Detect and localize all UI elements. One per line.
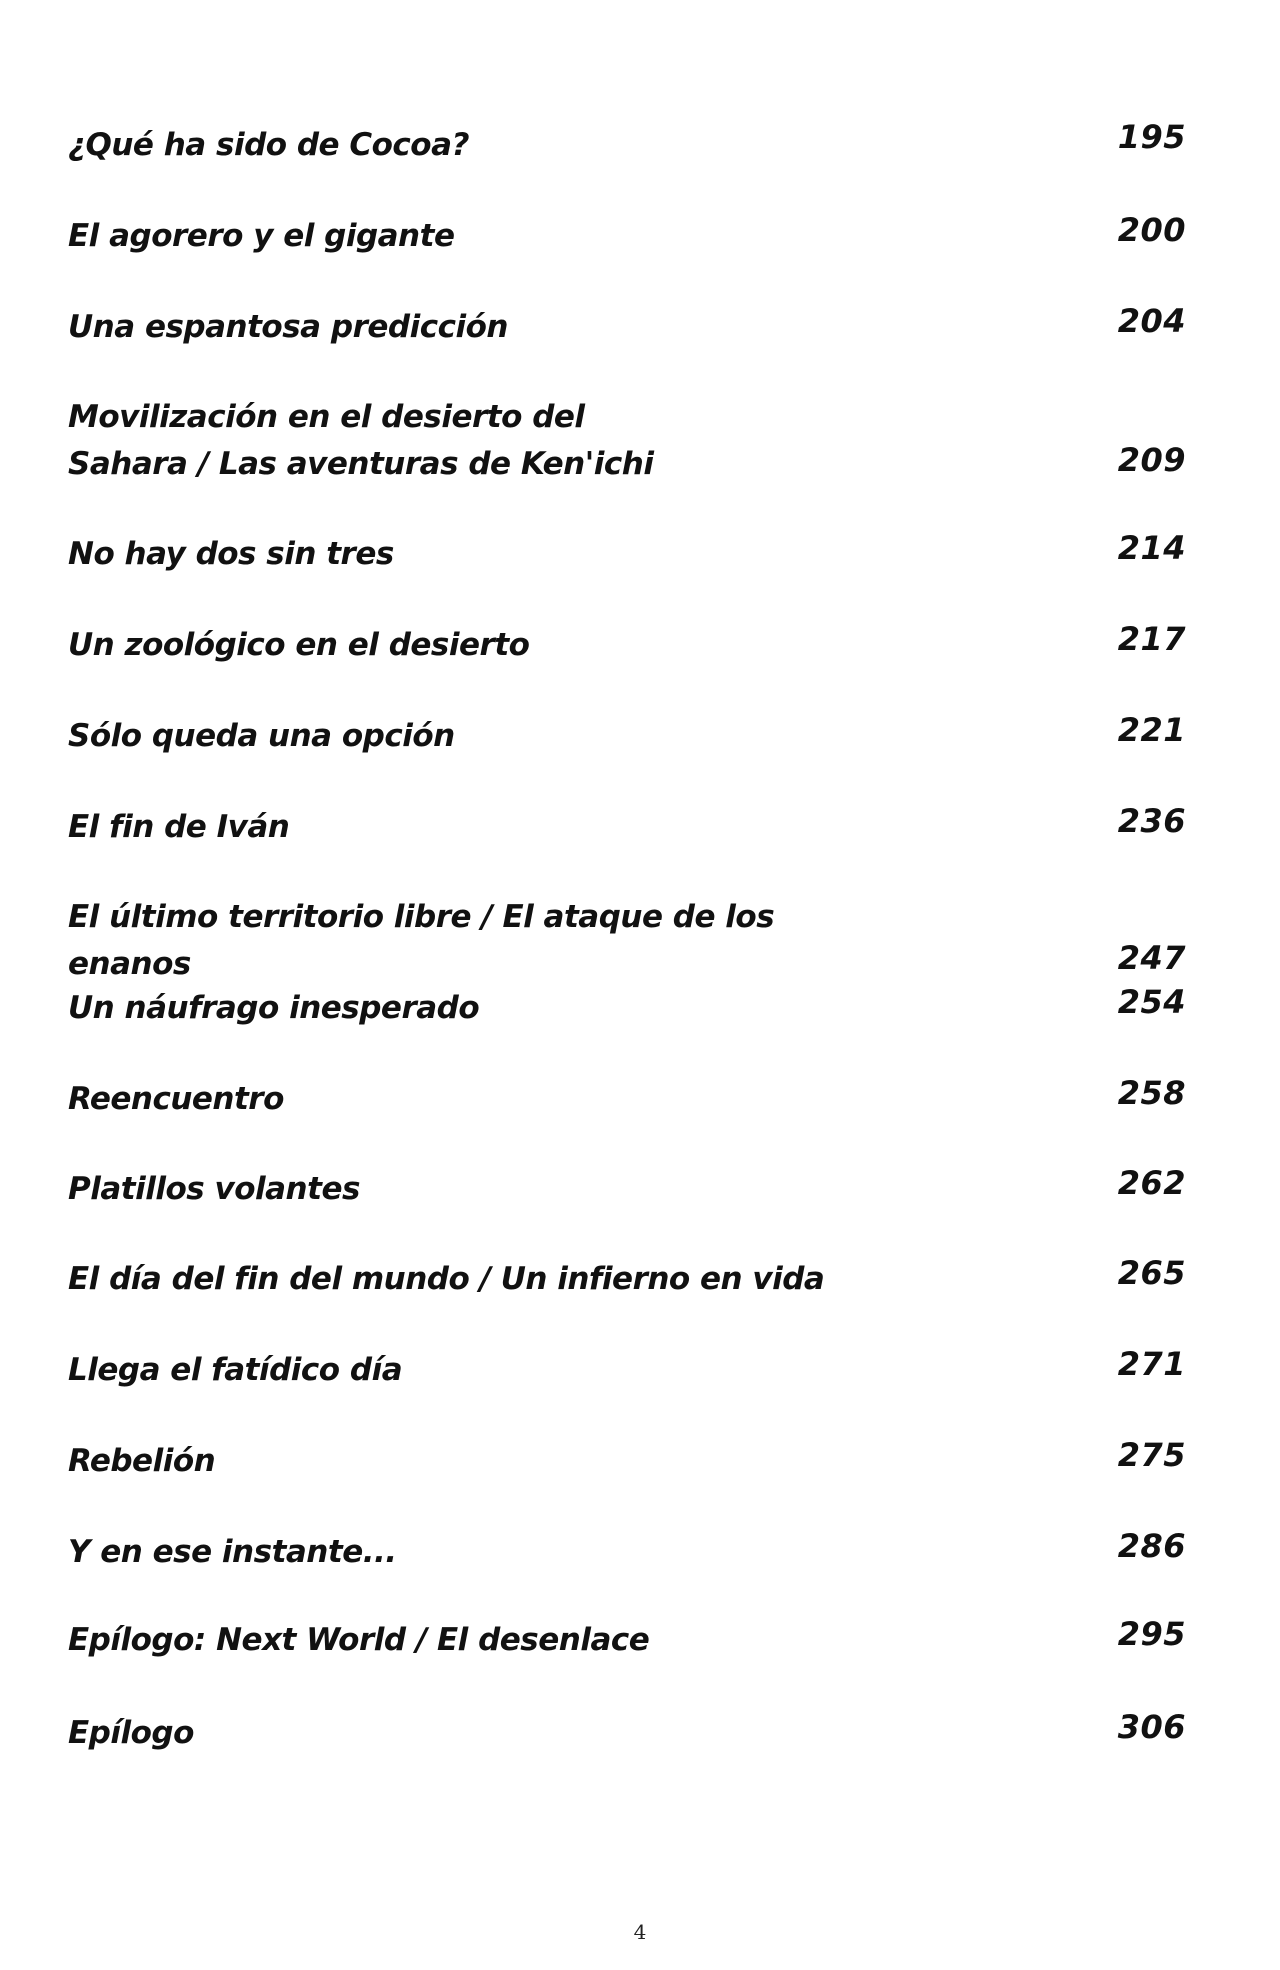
toc-entry-title: Llega el fatídico día — [68, 1352, 403, 1388]
toc-entry-title: El agorero y el gigante — [68, 218, 455, 254]
toc-entry-page: 200 — [1117, 211, 1186, 249]
toc-entry — [68, 985, 1186, 1032]
toc-entry — [68, 1710, 1186, 1757]
toc-entry-title: Una espantosa predicción — [68, 309, 508, 345]
toc-entry — [68, 1076, 1186, 1123]
toc-entry-page: 271 — [1117, 1345, 1186, 1383]
toc-entry-title: Reencuentro — [68, 1081, 284, 1117]
toc-entry — [68, 304, 1186, 351]
toc-entry — [68, 213, 1186, 260]
toc-entry-page: 221 — [1117, 711, 1186, 749]
toc-entry-page: 262 — [1117, 1164, 1186, 1202]
toc-entry-title: Un zoológico en el desierto — [68, 627, 530, 663]
toc-entry — [68, 394, 1186, 488]
toc-entry-title: Rebelión — [68, 1443, 216, 1479]
toc-entry-page: 247 — [1117, 939, 1186, 977]
toc-entry — [68, 622, 1186, 669]
toc-entry-title: Sólo queda una opción — [68, 718, 455, 754]
toc-entry — [68, 894, 1186, 988]
toc-entry-page: 295 — [1117, 1615, 1186, 1653]
toc-entry-page: 217 — [1117, 620, 1186, 658]
toc-entry-page: 306 — [1117, 1708, 1186, 1746]
toc-entry — [68, 1256, 1186, 1303]
toc-entry-title: Epílogo: Next World / El desenlace — [68, 1622, 650, 1658]
toc-entry-title: No hay dos sin tres — [68, 536, 394, 572]
toc-entry — [68, 118, 1186, 169]
toc-entry-title: El último territorio libre / El ataque de los enanos — [68, 899, 775, 982]
toc-entry — [68, 1438, 1186, 1485]
toc-entry-title: Epílogo — [68, 1715, 194, 1751]
toc-entry-title: Un náufrago inesperado — [68, 990, 480, 1026]
toc-entry-title: Movilización en el desierto del Sahara / Las aventuras de Ken'ichi — [68, 399, 654, 482]
toc-entry-page: 209 — [1117, 441, 1186, 479]
page-number: 4 — [633, 1920, 647, 1944]
toc-entry-page: 195 — [1117, 118, 1186, 156]
toc-entry-title: Platillos volantes — [68, 1171, 360, 1207]
toc-entry-page: 258 — [1117, 1074, 1186, 1112]
toc-entry — [68, 1347, 1186, 1394]
toc-entry — [68, 1166, 1186, 1213]
toc-entry-title: Y en ese instante... — [68, 1534, 397, 1570]
toc-entry-page: 254 — [1117, 983, 1186, 1021]
toc-entry-page: 265 — [1117, 1254, 1186, 1292]
toc-entry — [68, 1617, 1186, 1664]
toc-entry — [68, 531, 1186, 578]
toc-entry-title: El fin de Iván — [68, 809, 290, 845]
toc-entry-page: 286 — [1117, 1527, 1186, 1565]
toc-entry — [68, 1529, 1186, 1576]
toc-entry-page: 236 — [1117, 802, 1186, 840]
toc-entry — [68, 804, 1186, 851]
toc-entry-page: 204 — [1117, 302, 1186, 340]
toc-entry — [68, 713, 1186, 760]
toc-entry-title: ¿Qué ha sido de Cocoa? — [68, 127, 469, 163]
toc-entry-page: 275 — [1117, 1436, 1186, 1474]
toc-entry-page: 214 — [1117, 529, 1186, 567]
toc-entry-title: El día del fin del mundo / Un infierno en vida — [68, 1261, 825, 1297]
